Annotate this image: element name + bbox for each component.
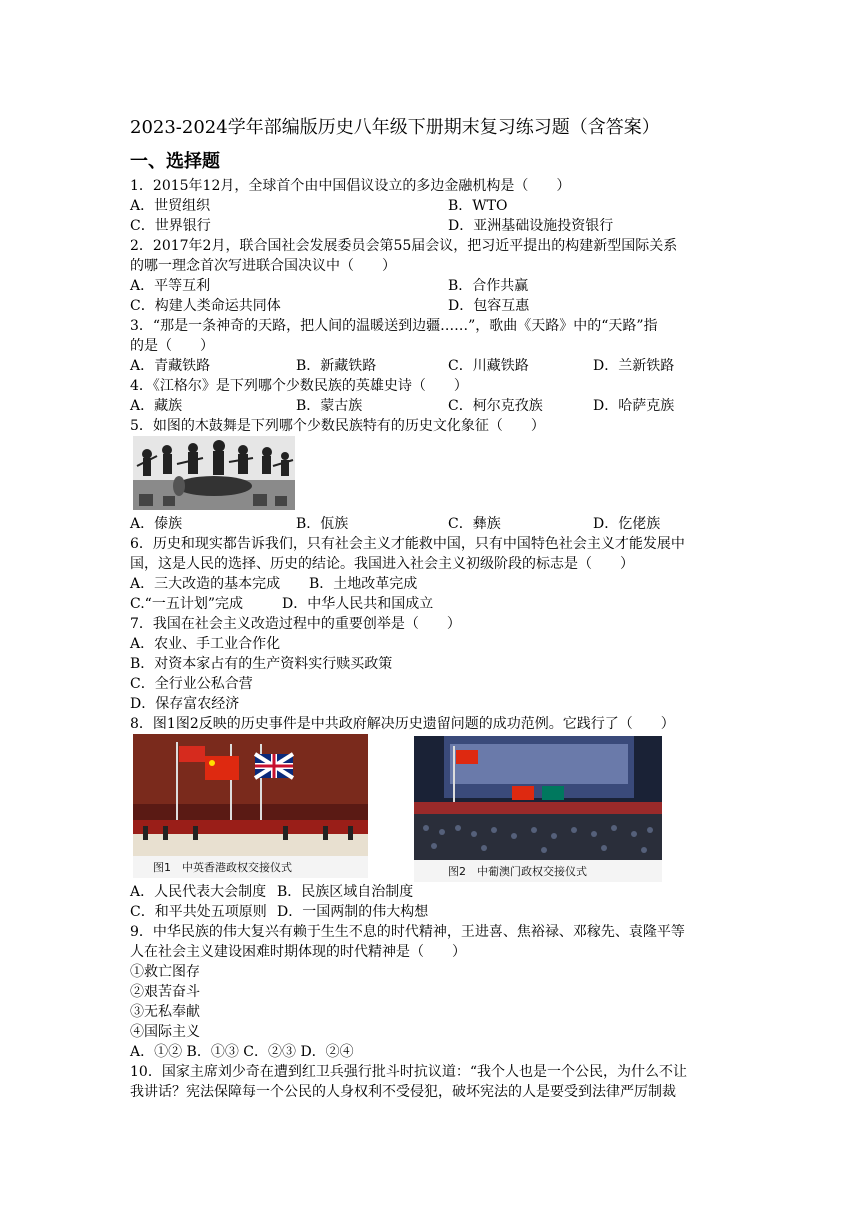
q6-option-b: B．土地改革完成 xyxy=(309,576,418,592)
q3-option-c: C．川藏铁路 xyxy=(448,358,529,374)
q3-option-b: B．新藏铁路 xyxy=(296,358,377,374)
q3-option-a: A．青藏铁路 xyxy=(130,358,211,374)
q9-stem-line2: 人在社会主义建设困难时期体现的时代精神是（ ） xyxy=(130,944,466,960)
q2-option-d: D．包容互惠 xyxy=(448,298,530,314)
q6-option-c: C.“一五计划”完成 xyxy=(130,596,243,612)
q10-stem-line2: 我讲话？宪法保障每一个公民的人身权利不受侵犯，破坏宪法的人是要受到法律严厉制裁 xyxy=(130,1084,676,1100)
q9-item-4: ④国际主义 xyxy=(130,1024,200,1040)
q6-option-a: A．三大改造的基本完成 xyxy=(130,576,281,592)
q7-option-b: B．对资本家占有的生产资料实行赎买政策 xyxy=(130,656,393,672)
macao-handover-image xyxy=(414,736,662,882)
q3-option-d: D．兰新铁路 xyxy=(593,358,675,374)
q4-option-b: B．蒙古族 xyxy=(296,398,363,414)
q6-stem-line1: 6．历史和现实都告诉我们，只有社会主义才能救中国，只有中国特色社会主义才能发展中 xyxy=(130,536,685,552)
q1-option-a: A．世贸组织 xyxy=(130,198,211,214)
q6-stem-line2: 国，这是人民的选择、历史的结论。我国进入社会主义初级阶段的标志是（ ） xyxy=(130,556,634,572)
q2-option-b: B．合作共赢 xyxy=(448,278,529,294)
q8-option-d: D．一国两制的伟大构想 xyxy=(277,904,429,920)
hong-kong-handover-image xyxy=(133,734,368,878)
q4-option-c: C．柯尔克孜族 xyxy=(448,398,543,414)
q9-item-1: ①救亡图存 xyxy=(130,964,200,980)
wooden-drum-dance-image xyxy=(133,436,295,510)
q2-stem-line1: 2．2017年2月，联合国社会发展委员会第55届会议，把习近平提出的构建新型国际关系 xyxy=(130,238,678,254)
q1-option-d: D．亚洲基础设施投资银行 xyxy=(448,218,614,234)
q8-option-a: A．人民代表大会制度 xyxy=(130,884,267,900)
page-title: 2023-2024学年部编版历史八年级下册期末复习练习题（含答案） xyxy=(130,117,660,138)
q5-option-c: C．彝族 xyxy=(448,516,501,532)
q3-stem-line1: 3．“那是一条神奇的天路，把人间的温暖送到边疆……”，歌曲《天路》中的“天路”指 xyxy=(130,318,658,334)
q8-caption1: 图1 中英香港政权交接仪式 xyxy=(153,861,292,874)
q5-option-b: B．佤族 xyxy=(296,516,349,532)
q7-stem: 7．我国在社会主义改造过程中的重要创举是（ ） xyxy=(130,616,461,632)
q4-option-a: A．藏族 xyxy=(130,398,183,414)
q1-stem: 1．2015年12月，全球首个由中国倡议设立的多边金融机构是（ ） xyxy=(130,178,571,194)
q8-option-c: C．和平共处五项原则 xyxy=(130,904,267,920)
q7-option-d: D．保存富农经济 xyxy=(130,696,240,712)
q4-option-d: D．哈萨克族 xyxy=(593,398,675,414)
q5-stem: 5．如图的木鼓舞是下列哪个少数民族特有的历史文化象征（ ） xyxy=(130,418,545,434)
q1-option-b: B．WTO xyxy=(448,198,508,214)
q9-options: A．①② B．①③ C．②③ D．②④ xyxy=(130,1044,354,1060)
q2-option-c: C．构建人类命运共同体 xyxy=(130,298,281,314)
q2-option-a: A．平等互利 xyxy=(130,278,211,294)
q8-option-b: B．民族区域自治制度 xyxy=(277,884,414,900)
q9-item-2: ②艰苦奋斗 xyxy=(130,984,200,1000)
q4-stem: 4．《江格尔》是下列哪个少数民族的英雄史诗（ ） xyxy=(130,378,468,394)
section-heading: 一、选择题 xyxy=(130,151,220,172)
q7-option-c: C．全行业公私合营 xyxy=(130,676,253,692)
q1-option-c: C．世界银行 xyxy=(130,218,211,234)
q3-stem-line2: 的是（ ） xyxy=(130,338,214,354)
q2-stem-line2: 的哪一理念首次写进联合国决议中（ ） xyxy=(130,258,396,274)
q5-option-a: A．傣族 xyxy=(130,516,183,532)
q8-caption2: 图2 中葡澳门政权交接仪式 xyxy=(448,865,587,878)
q9-stem-line1: 9．中华民族的伟大复兴有赖于生生不息的时代精神，王进喜、焦裕禄、邓稼先、袁隆平等 xyxy=(130,924,685,940)
q8-stem: 8．图1图2反映的历史事件是中共政府解决历史遗留问题的成功范例。它践行了（ ） xyxy=(130,716,675,732)
q7-option-a: A．农业、手工业合作化 xyxy=(130,636,281,652)
q6-option-d: D．中华人民共和国成立 xyxy=(282,596,434,612)
q10-stem-line1: 10．国家主席刘少奇在遭到红卫兵强行批斗时抗议道：“我个人也是一个公民，为什么不让 xyxy=(130,1064,687,1080)
q9-item-3: ③无私奉献 xyxy=(130,1004,200,1020)
q5-option-d: D．仡佬族 xyxy=(593,516,661,532)
